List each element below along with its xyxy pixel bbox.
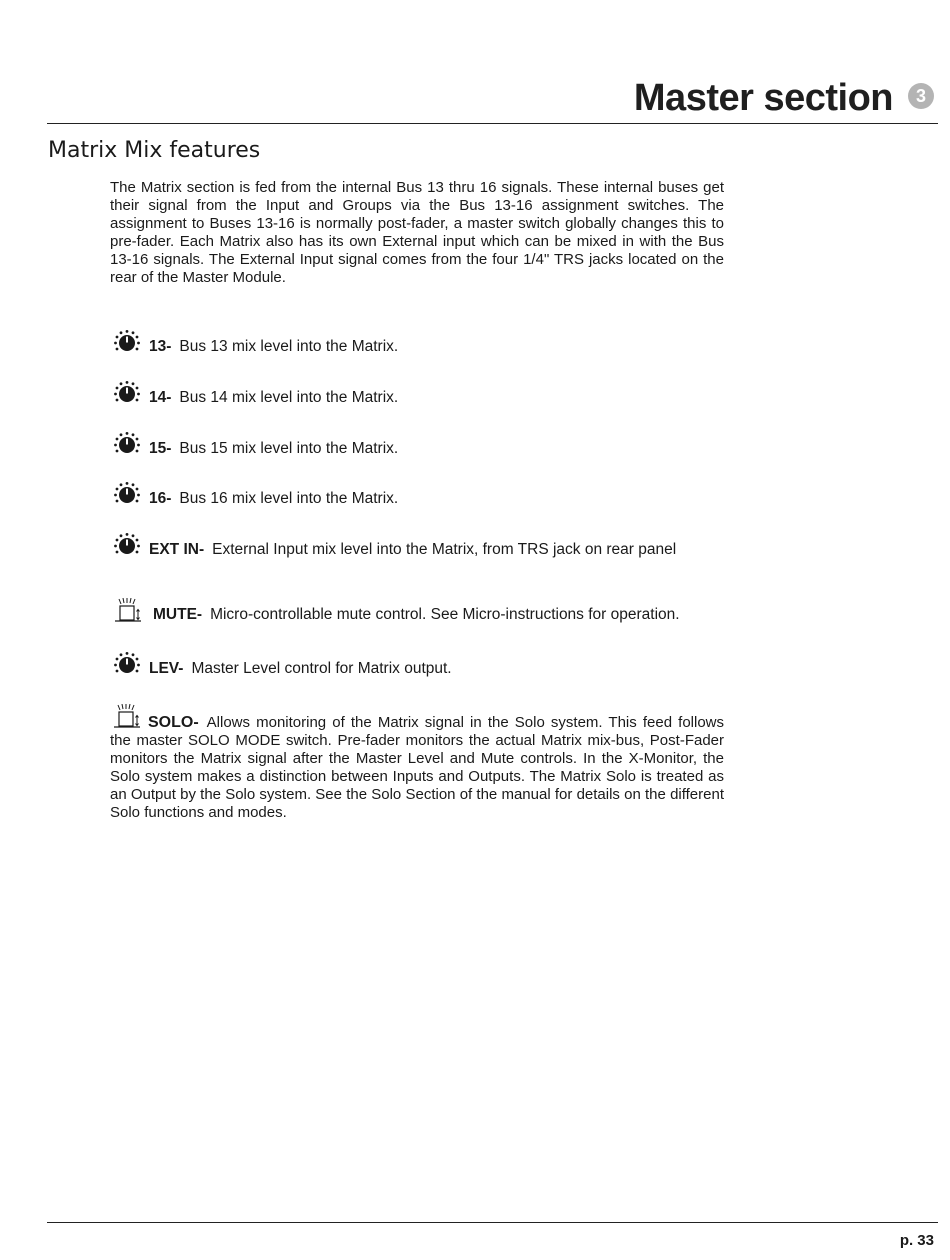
knob-icon	[111, 652, 143, 678]
footer-divider	[47, 1222, 938, 1223]
knob-icon	[111, 432, 143, 458]
control-code: 16-	[149, 490, 172, 507]
control-description: Bus 14 mix level into the Matrix.	[179, 389, 399, 406]
control-code: EXT IN-	[149, 541, 205, 558]
control-description: Bus 15 mix level into the Matrix.	[179, 440, 399, 457]
control-description: Master Level control for Matrix output.	[191, 660, 452, 677]
control-description: Micro-controllable mute control. See Micro-instructions for operation.	[210, 606, 680, 623]
page-title: Master section	[633, 77, 893, 119]
control-description: External Input mix level into the Matrix, from TRS jack on rear panel	[212, 541, 677, 558]
control-item-solo	[110, 704, 724, 822]
control-description: Bus 13 mix level into the Matrix.	[179, 338, 399, 355]
control-code: LEV-	[149, 660, 184, 677]
control-description: Bus 16 mix level into the Matrix.	[179, 490, 399, 507]
section-heading: Matrix Mix features	[48, 138, 261, 163]
control-code: 15-	[149, 440, 172, 457]
knob-icon	[111, 330, 143, 356]
header-divider	[47, 123, 938, 124]
intro-paragraph: The Matrix section is fed from the internal Bus 13 thru 16 signals. These internal buses get their signal from the Input and Groups via the Bus 13-16 assignment switches. The assignment to Buses 13-16 is normally post-fader, a master switch globally changes this to pre-fader. Each Matrix also has its own External input which can be mixed in with the Bus 13-16 signals. The External Input signal comes from the four 1/4" TRS jacks located on the rear of the Master Module.	[110, 179, 724, 286]
control-code: MUTE-	[153, 606, 203, 623]
knob-icon	[111, 381, 143, 407]
control-description: Allows monitoring of the Matrix signal in the Solo system. This feed follows the master SOLO MODE switch. Pre-fader monitors the actual Matrix mix-bus, Post-Fader monitors the Matrix signal after the Master Level and Mute controls. In the X-Monitor, the Solo system makes a distinction between Inputs and Outputs. The Matrix Solo is treated as an Output by the Solo system. See the Solo Section of the manual for details on the different Solo functions and modes.	[110, 714, 724, 821]
illuminated-switch-icon	[110, 704, 144, 732]
illuminated-switch-icon	[111, 598, 145, 626]
chapter-badge: 3	[908, 83, 934, 109]
page-number: p. 33	[899, 1232, 934, 1249]
knob-icon	[111, 533, 143, 559]
knob-icon	[111, 482, 143, 508]
control-code: 14-	[149, 389, 172, 406]
control-code: 13-	[149, 338, 172, 355]
control-code: SOLO-	[148, 714, 199, 731]
